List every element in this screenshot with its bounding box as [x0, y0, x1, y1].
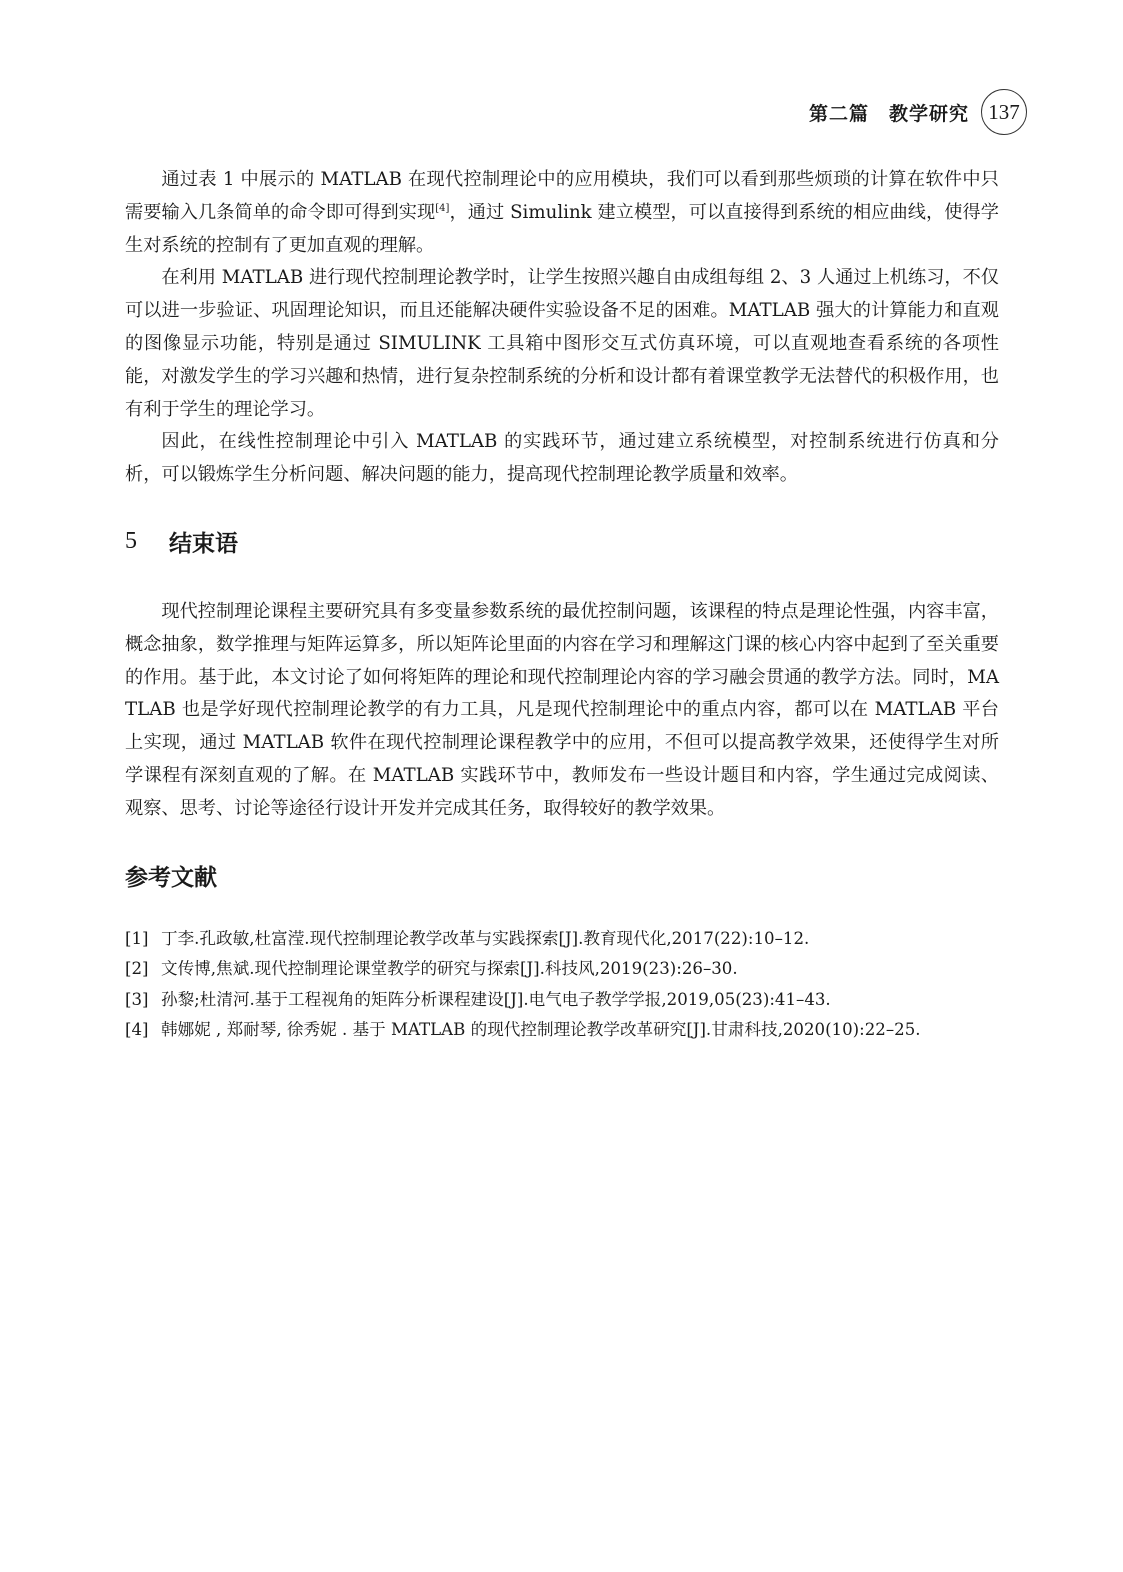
paragraph-text: ，通过 Simulink 建立模型，可以直接得到系统的相应曲线，使得学生对系统的控制有了更加直观的理解。: [125, 201, 999, 256]
paragraph-matlab-teaching: 在利用 MATLAB 进行现代控制理论教学时，让学生按照兴趣自由成组每组 2、3 人通过上机练习，不仅可以进一步验证、巩固理论知识，而且还能解决硬件实验设备不足的困难。MATLAB 强大的计算能力和直观的图像显示功能，特别是通过 SIMULINK 工具箱中图形交互式仿真环境，可以直观地查看系统的各项性能，对激发学生的学习兴趣和热情，进行复杂控制系统的分析和设计都有着课堂教学无法替代的积极作用，也有利于学生的理论学习。: [125, 267, 999, 420]
running-title: 第二篇 教学研究: [808, 102, 969, 125]
citation-superscript: [4]: [435, 202, 450, 214]
reference-item: [125, 954, 999, 985]
section-heading: [125, 520, 999, 564]
paragraph-conclusion-practice: 因此，在线性控制理论中引入 MATLAB 的实践环节，通过建立系统模型，对控制系统进行仿真和分析，可以锻炼学生分析问题、解决问题的能力，提高现代控制理论教学质量和效率。: [125, 431, 999, 486]
paragraph-matlab-applications: [125, 164, 999, 262]
page-header: [809, 86, 1027, 138]
references-heading: 参考文献: [125, 865, 217, 892]
reference-item: [125, 1015, 999, 1046]
page-number: 137: [981, 89, 1027, 135]
reference-number: [3]: [125, 989, 149, 1009]
paragraph-closing-remarks: 现代控制理论课程主要研究具有多变量参数系统的最优控制问题，该课程的特点是理论性强，内容丰富，概念抽象，数学推理与矩阵运算多，所以矩阵论里面的内容在学习和理解这门课的核心内容中起到了至关重要的作用。基于此，本文讨论了如何将矩阵的理论和现代控制理论内容的学习融会贯通的教学方法。同时，MATLAB 也是学好现代控制理论教学的有力工具，凡是现代控制理论中的重点内容，都可以在 MATLAB 平台上实现，通过 MATLAB 软件在现代控制理论课程教学中的应用，不但可以提高教学效果，还使得学生对所学课程有深刻直观的了解。在 MATLAB 实践环节中，教师发布一些设计题目和内容，学生通过完成阅读、观察、思考、讨论等途径行设计开发并完成其任务，取得较好的教学效果。: [125, 600, 999, 819]
section-title: 结束语: [169, 531, 238, 558]
reference-number: [1]: [125, 928, 149, 948]
reference-number: [2]: [125, 959, 149, 979]
reference-text: 孙黎;杜清河.基于工程视角的矩阵分析课程建设[J].电气电子教学学报,2019,05(23):41–43.: [161, 989, 831, 1009]
paragraph-text: 通过表 1 中展示的 MATLAB 在现代控制理论中的应用模块，我们可以看到那些烦琐的计算在软件中只需要输入几条简单的命令即可得到实现: [125, 169, 999, 223]
reference-number: [4]: [125, 1020, 149, 1040]
reference-item: [125, 924, 999, 955]
reference-item: [125, 985, 999, 1016]
reference-text: 丁李.孔政敏,杜富滢.现代控制理论教学改革与实践探索[J].教育现代化,2017(22):10–12.: [161, 928, 810, 948]
reference-text: 文传博,焦斌.现代控制理论课堂教学的研究与探索[J].科技风,2019(23):26–30.: [161, 959, 738, 979]
reference-text: 韩娜妮 , 郑耐琴, 徐秀妮 . 基于 MATLAB 的现代控制理论教学改革研究[J].甘肃科技,2020(10):22–25.: [161, 1020, 921, 1040]
main-content: [125, 164, 999, 1046]
references-list: [125, 924, 999, 1046]
section-number: 5: [125, 528, 137, 555]
